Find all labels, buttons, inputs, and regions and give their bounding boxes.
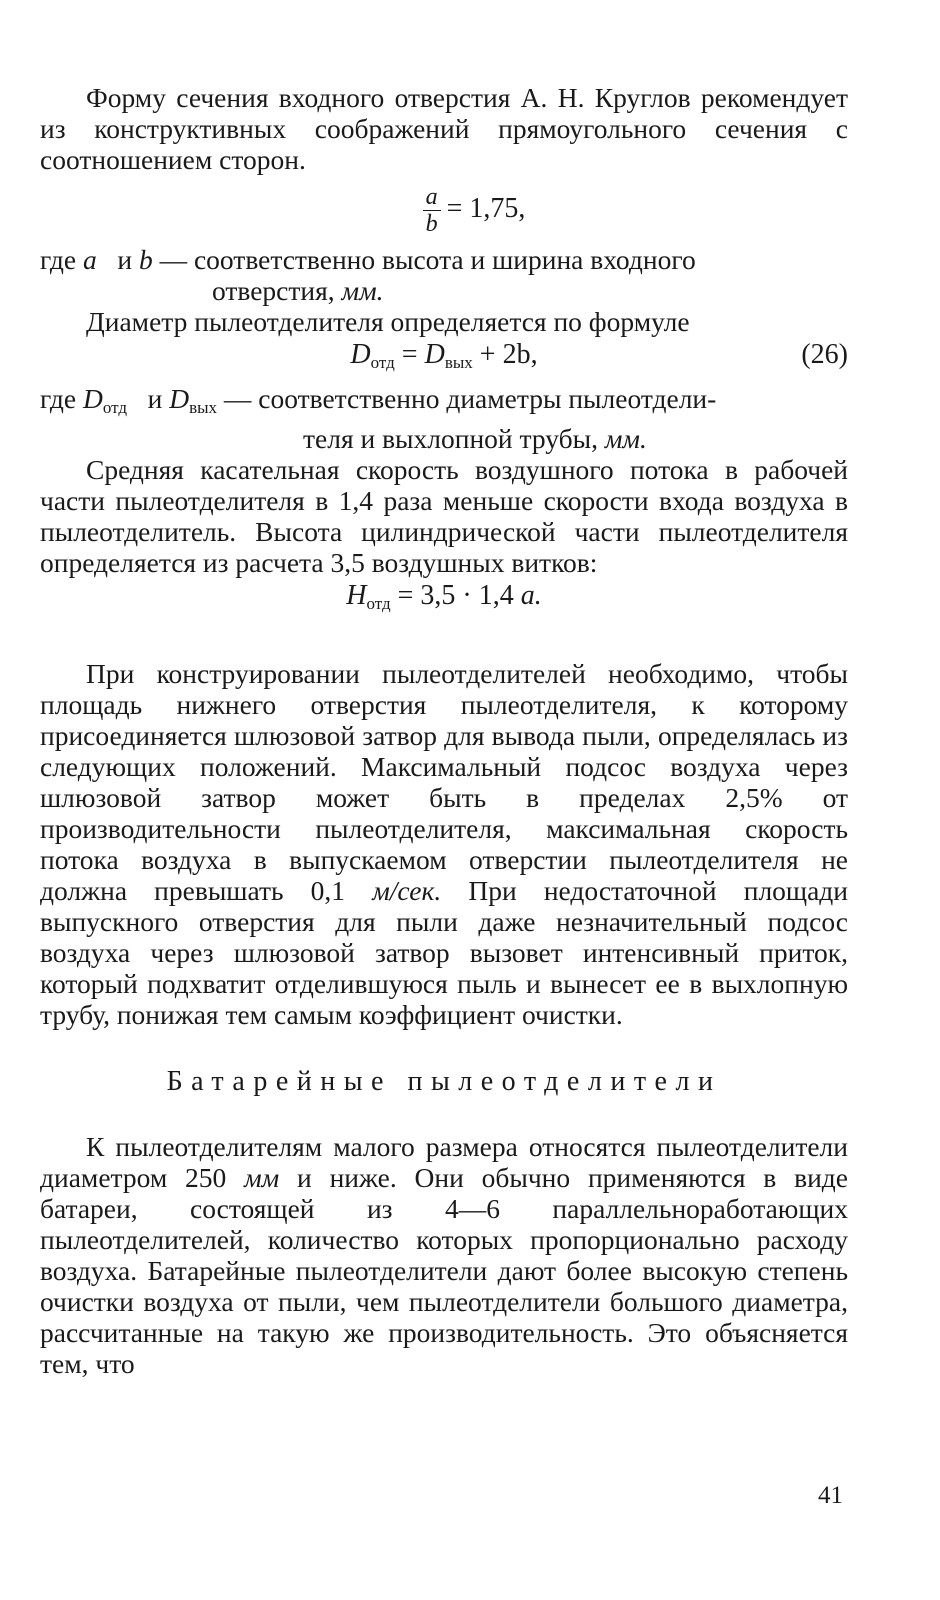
sub-otd: отд: [370, 353, 395, 372]
paragraph-text: и ниже. Они обычно применяются в виде батареи, состоящей из 4—6 параллельноработающих пылеотделителей, количество которых пропорционально расходу воздуха. Батарейные пылеотделители дают более высокую степень очистки воздуха от пыли, чем пылеотделители большого диаметра, рассчитанные на такую же производительность. Это объясняется тем, что: [40, 1162, 848, 1379]
page-number: 41: [818, 1482, 843, 1509]
equation-26: [40, 339, 848, 379]
equation-number: (26): [801, 339, 848, 370]
var-D: D: [424, 339, 445, 370]
unit-mm: мм: [244, 1162, 280, 1193]
var-H: H: [346, 580, 367, 611]
sub-otd: отд: [102, 398, 127, 417]
and-word: и: [147, 383, 163, 414]
equation-aspect-ratio: [40, 185, 848, 236]
unit-m-per-s: м/сек.: [372, 875, 442, 906]
var-b: b: [138, 244, 153, 275]
sub-vyh: вых: [444, 353, 473, 372]
section-heading: Батарейные пылеотделители: [166, 1066, 722, 1097]
sub-otd: отд: [366, 594, 391, 613]
where-word: где: [40, 244, 77, 275]
equation-rhs: = 1,75,: [446, 192, 526, 224]
var-a: a.: [520, 580, 542, 611]
paragraph-text: При недостаточной площади выпускного отверстия для пыли даже незначительный подсос воздуха через шлюзовой затвор вызовет интенсивный приток, который подхватит отделившуюся пыль и вынесет ее в выхлопную трубу, понижая тем самым коэффициент очистки.: [40, 875, 849, 1030]
where-cont-text: отверстия,: [212, 275, 335, 306]
where-word: где: [40, 383, 77, 414]
paragraph-diameter-formula: Диаметр пылеотделителя определяется по формуле: [86, 306, 690, 337]
var-D: D: [350, 339, 371, 370]
where-clause-diameters: [40, 383, 848, 423]
sub-vyh: вых: [189, 398, 218, 417]
var-a: a: [82, 244, 97, 275]
where-clause-continuation: [40, 275, 848, 306]
where-text: — соответственно диаметры пылеотдели-: [223, 383, 717, 414]
equation-rhs: = 3,5 · 1,4: [397, 580, 514, 611]
where-cont-text: теля и выхлопной трубы,: [303, 423, 598, 454]
where-clause-a-b: [40, 244, 848, 275]
paragraph-battery-separators: [40, 1131, 848, 1379]
and-word: и: [117, 244, 133, 275]
where-text: — соответственно высота и ширина входного: [159, 244, 696, 275]
var-D: D: [169, 383, 190, 414]
fraction-numerator: a: [423, 185, 441, 211]
paragraph-tangential-velocity: Средняя касательная скорость воздушного потока в рабочей части пылеотделителя в 1,4 раза меньше скорости входа воздуха в пылеотделитель. Высота цилиндрической части пылеотделителя определяется из расчета 3,5 воздушных витков:: [40, 454, 848, 578]
paragraph-text: При конструировании пылеотделителей необходимо, чтобы площадь нижнего отверстия пылеотделителя, к которому присоединяется шлюзовой затвор для вывода пыли, определялась из следующих положений. Максимальный подсос воздуха через шлюзовой затвор может быть в пределах 2,5% от производительности пылеотделителя, максимальная скорость потока воздуха в выпускаемом отверстии пылеотделителя не должна превышать 0,1: [40, 658, 848, 906]
fraction-denominator: b: [425, 211, 438, 237]
unit-mm: мм.: [604, 423, 647, 454]
equals-sign: =: [401, 339, 418, 370]
unit-mm: мм.: [341, 275, 384, 306]
equation-height: [40, 580, 848, 620]
fraction-a-over-b: [423, 185, 441, 236]
paragraph-design-conditions: [40, 658, 848, 1030]
equation-tail: + 2b,: [479, 339, 538, 370]
where-clause-continuation: [40, 423, 848, 454]
paragraph-inlet-shape: Форму сечения входного отверстия А. Н. Круглов рекомендует из конструктивных соображений прямоугольного сечения с соотношением сторон.: [40, 82, 848, 175]
book-page: [40, 82, 848, 1379]
paragraph-text: К пылеотделителям малого размера относятся пылеотделители диаметром 250: [40, 1131, 848, 1193]
var-D: D: [82, 383, 103, 414]
